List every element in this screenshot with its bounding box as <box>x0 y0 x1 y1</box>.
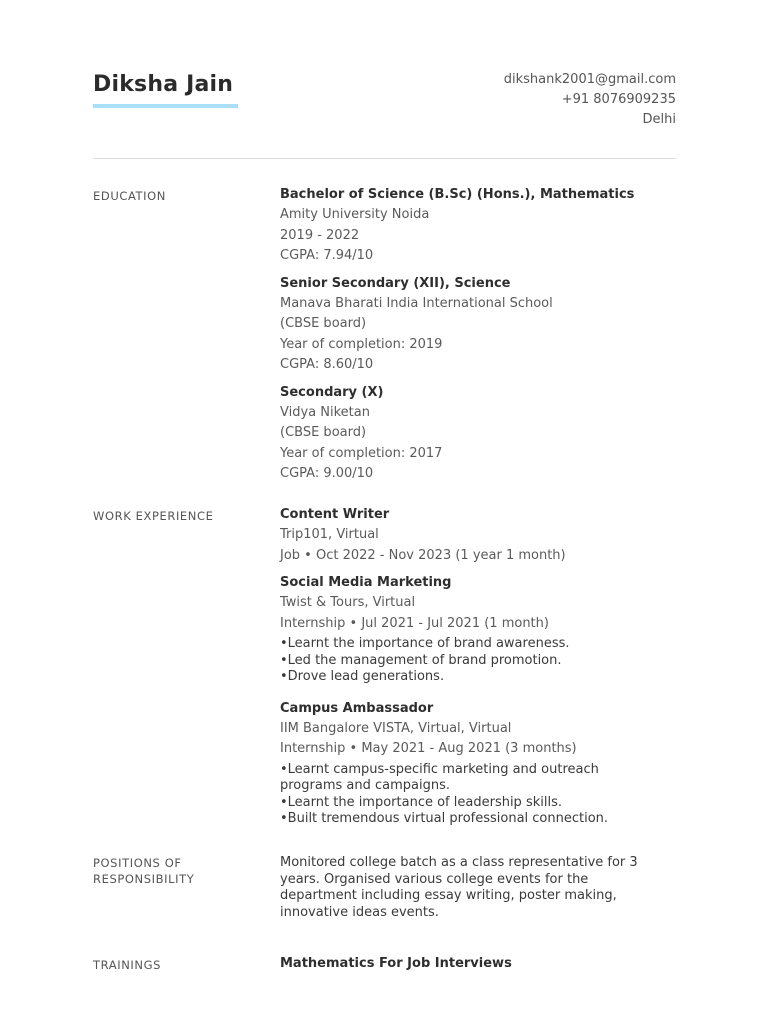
bullet-item: •Learnt the importance of leadership skills. <box>280 794 562 810</box>
label-line: RESPONSIBILITY <box>93 872 195 886</box>
education-entry <box>280 185 680 267</box>
entry-line: Year of completion: 2019 <box>280 336 443 352</box>
section-label-positions <box>93 855 194 887</box>
positions-text: Monitored college batch as a class representative for 3 years. Organised various college events for the department including essay writing, poster making, innovative ideas events. <box>280 855 638 920</box>
entry-title: Campus Ambassador <box>280 700 434 716</box>
header-divider <box>93 158 676 159</box>
bullet-item: •Built tremendous virtual professional connection. <box>280 811 609 826</box>
entry-title: Senior Secondary (XII), Science <box>280 275 511 291</box>
entry-title: Secondary (X) <box>280 384 384 400</box>
entry-line: Internship • Jul 2021 - Jul 2021 (1 month) <box>280 615 549 631</box>
candidate-name: Diksha Jain <box>93 72 234 97</box>
section-label-education: EDUCATION <box>93 189 167 203</box>
education-entry <box>280 383 680 485</box>
bullet-item: •Led the management of brand promotion. <box>280 652 562 668</box>
entry-line: Vidya Niketan <box>280 404 370 420</box>
entry-line: 2019 - 2022 <box>280 227 360 243</box>
bullet-list <box>280 636 680 686</box>
bullet-list <box>280 762 640 828</box>
positions-section <box>280 855 680 921</box>
work-entry <box>280 505 680 566</box>
entry-line: Internship • May 2021 - Aug 2021 (3 months) <box>280 741 577 756</box>
entry-line: Year of completion: 2017 <box>280 445 443 461</box>
contact-block <box>504 70 676 130</box>
entry-title: Bachelor of Science (B.Sc) (Hons.), Mathematics <box>280 187 635 202</box>
bullet-item: •Learnt the importance of brand awareness. <box>280 636 570 651</box>
entry-title: Social Media Marketing <box>280 575 452 590</box>
entry-line: Manava Bharati India International School <box>280 295 553 311</box>
entry-line: (CBSE board) <box>280 316 367 331</box>
name-underline <box>93 104 238 108</box>
entry-title: Content Writer <box>280 507 390 522</box>
entry-line: CGPA: 7.94/10 <box>280 248 374 263</box>
bullet-item: •Drove lead generations. <box>280 669 445 684</box>
bullet-item: •Learnt campus-specific marketing and outreach programs and campaigns. <box>280 761 599 793</box>
entry-line: CGPA: 8.60/10 <box>280 357 374 372</box>
location: Delhi <box>642 112 676 127</box>
work-section <box>280 505 680 828</box>
entry-line: IIM Bangalore VISTA, Virtual, Virtual <box>280 720 512 736</box>
section-label-work: WORK EXPERIENCE <box>93 509 214 523</box>
entry-line: CGPA: 9.00/10 <box>280 466 374 481</box>
work-entry <box>280 573 680 686</box>
entry-line: Trip101, Virtual <box>280 527 379 542</box>
label-line: POSITIONS OF <box>93 856 182 870</box>
work-entry <box>280 699 680 828</box>
phone[interactable]: +91 8076909235 <box>561 92 676 107</box>
entry-line: Twist & Tours, Virtual <box>280 595 416 610</box>
entry-line: Job • Oct 2022 - Nov 2023 (1 year 1 month) <box>280 547 566 563</box>
trainings-section <box>280 954 680 974</box>
section-label-trainings: TRAININGS <box>93 958 162 972</box>
email[interactable]: dikshank2001@gmail.com <box>503 72 676 87</box>
education-entry <box>280 274 680 376</box>
entry-line: (CBSE board) <box>280 425 367 440</box>
entry-title: Mathematics For Job Interviews <box>280 956 512 971</box>
education-section <box>280 185 680 485</box>
entry-line: Amity University Noida <box>280 207 430 222</box>
